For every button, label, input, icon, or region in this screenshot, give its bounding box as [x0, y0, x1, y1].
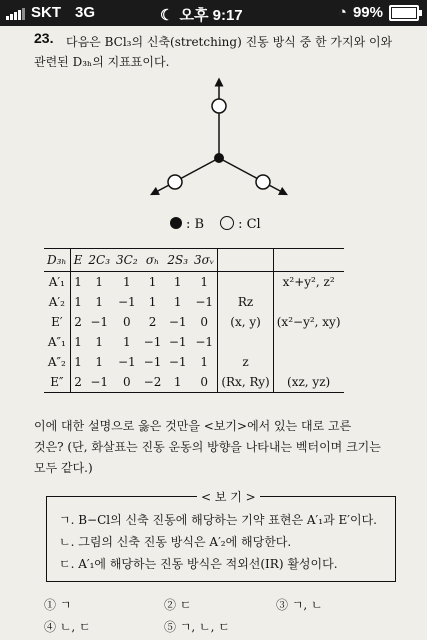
table-cell: 1: [95, 275, 104, 289]
table-cell: −1: [168, 355, 187, 369]
table-cell: [218, 272, 273, 293]
table-cell: 1: [200, 355, 209, 369]
alarm-icon: ◔: [337, 4, 347, 21]
table-cell: 1: [74, 295, 82, 309]
choice-2[interactable]: ② ㄷ: [164, 598, 192, 612]
table-cell: z: [218, 352, 273, 372]
b-atom: [214, 153, 224, 163]
table-cell: (x²−y², xy): [273, 312, 343, 332]
table-row: [44, 272, 344, 293]
table-cell: 0: [123, 315, 131, 329]
table-cell: A′₁: [44, 272, 70, 293]
table-cell: E′: [44, 312, 70, 332]
choice-4[interactable]: ④ ㄴ, ㄷ: [44, 620, 91, 634]
prompt-line2: 것은? (단, 화살표는 진동 운동의 방향을 나타내는 벡터이며 크기는: [34, 440, 381, 454]
table-cell: 1: [95, 295, 104, 309]
table-cell: 2: [148, 315, 157, 329]
table-cell: 0: [191, 372, 218, 393]
cl-atom-left: [168, 175, 182, 189]
table-cell: 1: [74, 355, 82, 369]
table-cell: −1: [118, 295, 136, 309]
bcl3-vibration-diagram: [130, 76, 310, 216]
table-cell: −2: [141, 372, 165, 393]
table-cell: −1: [195, 335, 214, 349]
table-cell: 2: [70, 372, 85, 393]
table-cell: 1: [148, 275, 157, 289]
table-cell: A″₁: [44, 332, 70, 352]
col-header: [218, 249, 273, 272]
table-cell: −1: [143, 355, 162, 369]
question-prompt: [34, 416, 414, 479]
signal-icon: [6, 6, 25, 20]
table-cell: 1: [74, 275, 82, 289]
b-legend-marker: [170, 217, 182, 229]
b-cl-bond-right: [219, 158, 260, 180]
table-cell: [273, 332, 343, 352]
table-cell: 1: [74, 335, 82, 349]
network-label: 3G: [75, 4, 96, 21]
table-cell: 1: [200, 275, 209, 289]
choice-5[interactable]: ⑤ ㄱ, ㄴ, ㄷ: [164, 620, 230, 634]
cl-atom-top: [212, 99, 226, 113]
table-cell: (Rx, Ry): [218, 372, 273, 393]
table-cell: 0: [113, 372, 141, 393]
col-header: 2S₃: [164, 249, 191, 272]
clock: 오후 9:17: [179, 7, 243, 24]
table-cell: 1: [123, 335, 131, 349]
atom-legend: [170, 216, 261, 232]
legend-cl-label: : Cl: [238, 217, 261, 232]
question-stem-line1: 다음은 BCl₃의 신축(stretching) 진동 방식 중 한 가지와 이와: [66, 35, 393, 49]
table-cell: −1: [143, 335, 162, 349]
choice-1[interactable]: ① ㄱ: [44, 598, 72, 612]
col-header: σₕ: [141, 249, 165, 272]
status-bar: [0, 0, 427, 26]
statement-nieun: ㄴ. 그림의 신축 진동 방식은 A′₂에 해당한다.: [59, 535, 292, 549]
col-header: E: [70, 249, 85, 272]
table-cell: 1: [164, 372, 191, 393]
table-cell: 1: [148, 295, 157, 309]
table-cell: 1: [173, 275, 182, 289]
col-header: D₃ₕ: [44, 249, 70, 272]
legend-b-label: : B: [186, 216, 205, 232]
table-cell: −1: [90, 315, 109, 329]
table-cell: 1: [95, 355, 104, 369]
table-cell: 0: [200, 315, 209, 329]
bogi-box: [46, 490, 396, 582]
cl-atom-right: [256, 175, 270, 189]
table-cell: 1: [123, 275, 131, 289]
b-cl-bond-left: [178, 158, 219, 180]
table-cell: E″: [44, 372, 70, 393]
table-cell: (xz, yz): [273, 372, 343, 393]
table-row: [44, 332, 344, 352]
col-header: [273, 249, 343, 272]
table-cell: [273, 352, 343, 372]
col-header: 2C₃: [85, 249, 113, 272]
battery-percent: 99%: [352, 4, 383, 21]
table-cell: A′₂: [44, 292, 70, 312]
table-cell: 2: [74, 315, 82, 329]
col-header: 3σᵥ: [191, 249, 218, 272]
table-cell: −1: [118, 355, 136, 369]
table-row: [44, 312, 344, 332]
table-cell: [218, 332, 273, 352]
exam-page: [0, 26, 427, 640]
bogi-title: < 보 기 >: [197, 488, 260, 505]
table-cell: 1: [95, 335, 104, 349]
table-cell: −1: [168, 335, 187, 349]
table-cell: x²+y², z²: [273, 272, 343, 293]
table-cell: −1: [195, 295, 214, 309]
choice-3[interactable]: ③ ㄱ, ㄴ: [276, 598, 323, 612]
statement-giyeok: ㄱ. B−Cl의 신축 진동에 해당하는 기약 표현은 A′₁과 E′이다.: [59, 513, 377, 527]
table-cell: (x, y): [218, 312, 273, 332]
table-cell: A″₂: [44, 352, 70, 372]
table-cell: −1: [168, 315, 187, 329]
prompt-line3: 모두 같다.): [34, 461, 93, 475]
carrier-label: SKT: [31, 4, 61, 21]
battery-icon: [389, 5, 419, 21]
question-stem-line2: 관련된 D₃ₕ의 지표표이다.: [34, 55, 170, 69]
statement-digeut: ㄷ. A′₁에 해당하는 진동 방식은 적외선(IR) 활성이다.: [59, 557, 338, 571]
moon-icon: ☾: [160, 6, 174, 24]
character-table: [44, 248, 344, 393]
table-cell: [273, 292, 343, 312]
prompt-line1: 이에 대한 설명으로 옳은 것만을 <보기>에서 있는 대로 고른: [34, 419, 352, 433]
table-row: [44, 372, 344, 393]
table-cell: −1: [85, 372, 113, 393]
table-row: [44, 292, 344, 312]
table-cell: Rz: [218, 292, 273, 312]
col-header: 3C₂: [113, 249, 141, 272]
table-row: [44, 352, 344, 372]
cl-legend-marker: [220, 216, 234, 230]
question-number: 23.: [34, 30, 54, 46]
table-cell: 1: [173, 295, 182, 309]
